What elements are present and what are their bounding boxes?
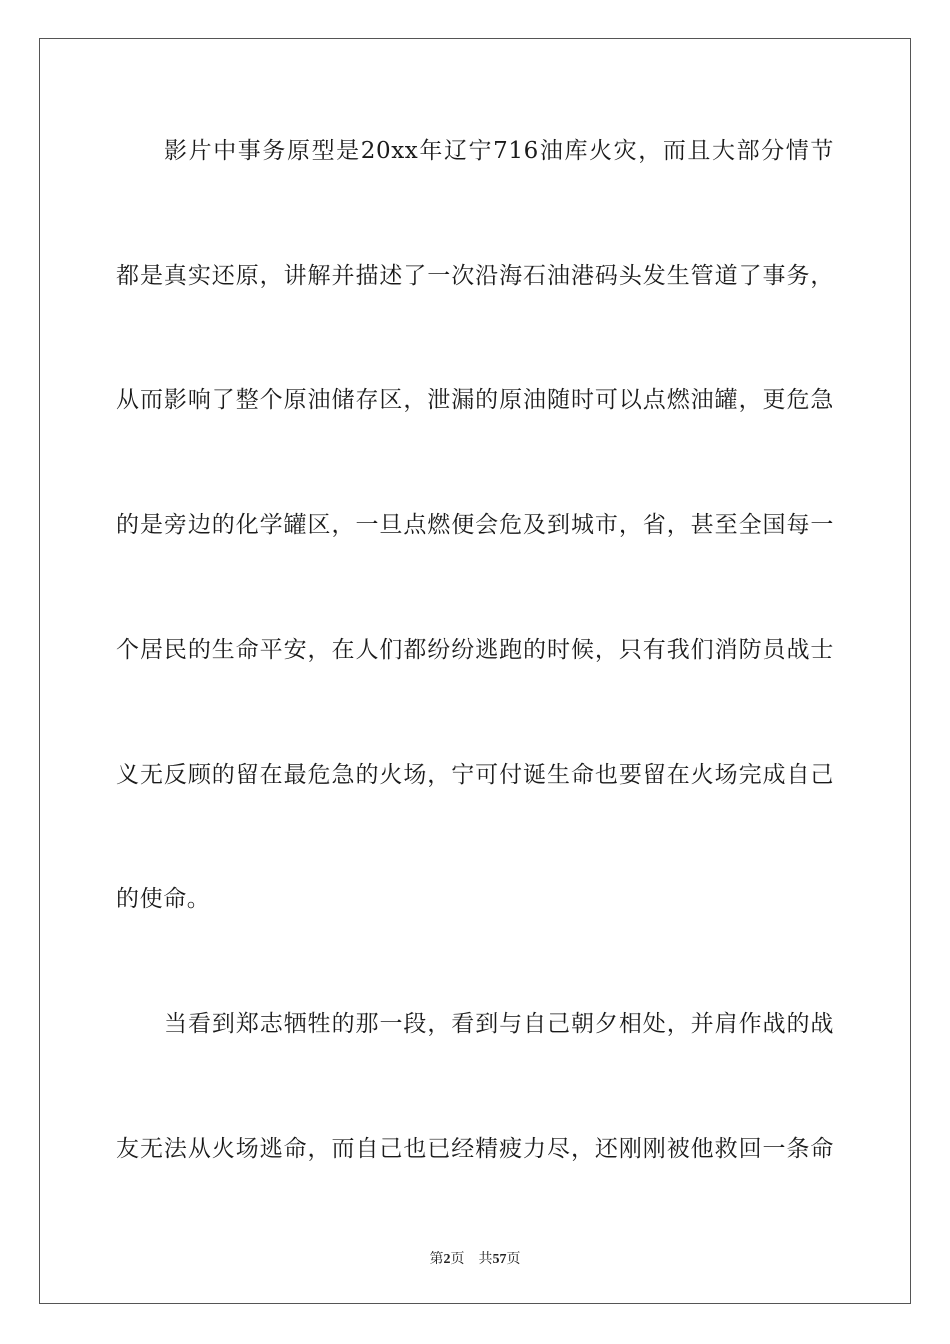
page-label-prefix: 第	[429, 1252, 444, 1267]
total-label-prefix: 共	[478, 1252, 493, 1267]
paragraph-1-line-6: 义无反顾的留在最危急的火场，宁可付诞生命也要留在火场完成自己	[116, 762, 834, 788]
paragraph-1-line-7: 的使命。	[116, 886, 211, 912]
page-footer	[0, 1248, 950, 1268]
page-border	[39, 38, 911, 1304]
paragraph-2-line-2: 友无法从火场逃命，而自己也已经精疲力尽，还刚刚被他救回一条命	[116, 1136, 834, 1162]
total-label-suffix: 页	[506, 1252, 521, 1267]
page-label-suffix: 页	[450, 1252, 465, 1267]
paragraph-1-line-3: 从而影响了整个原油储存区，泄漏的原油随时可以点燃油罐，更危急	[116, 387, 834, 413]
paragraph-2-line-1: 当看到郑志牺牲的那一段，看到与自己朝夕相处，并肩作战的战	[164, 1011, 834, 1037]
paragraph-1-line-4: 的是旁边的化学罐区，一旦点燃便会危及到城市，省，甚至全国每一	[116, 512, 834, 538]
paragraph-1-line-2: 都是真实还原，讲解并描述了一次沿海石油港码头发生管道了事务，	[116, 263, 834, 289]
paragraph-1-line-1: 影片中事务原型是20xx年辽宁716油库火灾，而且大部分情节	[164, 138, 834, 164]
paragraph-1-line-5: 个居民的生命平安，在人们都纷纷逃跑的时候，只有我们消防员战士	[116, 637, 834, 663]
page-number: 2	[443, 1252, 451, 1267]
total-pages: 57	[492, 1252, 507, 1267]
